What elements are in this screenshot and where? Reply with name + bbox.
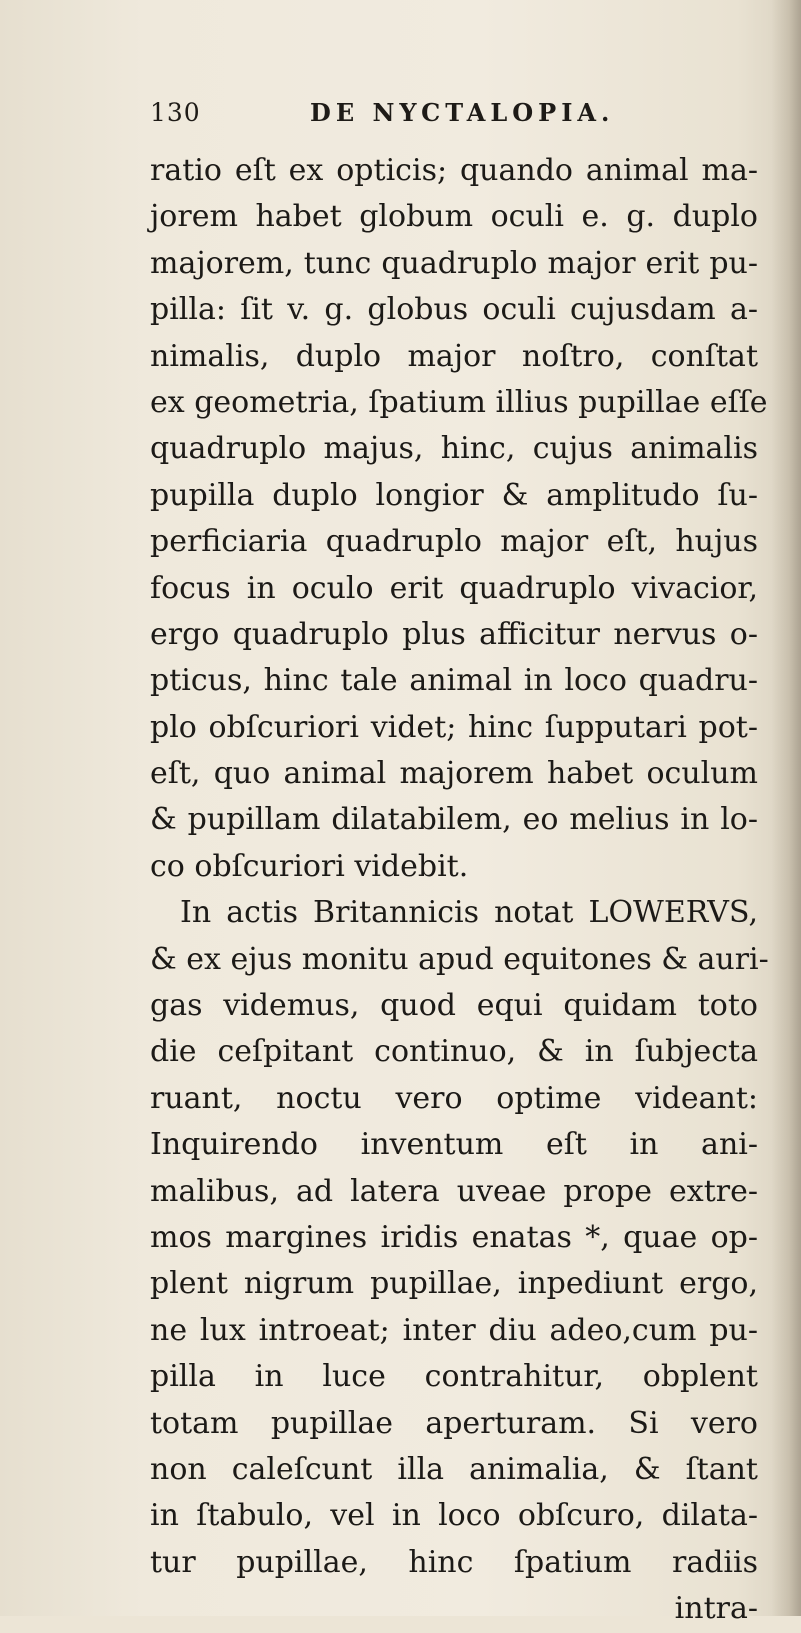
paragraph-start-line: In actis Britannicis notat LOWERVS, — [180, 895, 758, 931]
text-line: nimalis, duplo major noſtro, conſtat — [150, 338, 758, 374]
text-line: jorem habet globum oculi e. g. duplo — [150, 199, 758, 235]
text-line: gas videmus, quod equi quidam toto — [150, 988, 758, 1024]
page-header — [150, 98, 770, 138]
text-line: pilla: ſit v. g. globus oculi cujusdam a- — [150, 292, 758, 328]
text-line: mos margines iridis enatas *, quae op- — [150, 1219, 758, 1255]
text-line: pticus, hinc tale animal in loco quadru- — [150, 663, 758, 699]
text-line: ruant, noctu vero optime videant: — [150, 1080, 758, 1116]
text-line: ergo quadruplo plus afficitur nervus o- — [150, 616, 758, 652]
text-line: focus in oculo erit quadruplo vivacior, — [150, 570, 758, 606]
text-line: totam pupillae aperturam. Si vero — [150, 1405, 758, 1441]
text-line: Inquirendo inventum eſt in ani- — [150, 1127, 758, 1163]
text-line: & ex ejus monitu apud equitones & auri- — [150, 941, 769, 977]
text-line: ex geometria, ſpatium illius pupillae eſſe — [150, 384, 768, 420]
paragraph-end-line: co obſcuriori videbit. — [150, 848, 469, 884]
page-number: 130 — [150, 98, 201, 127]
text-line: & pupillam dilatabilem, eo melius in lo- — [150, 802, 758, 838]
text-line: quadruplo majus, hinc, cujus animalis — [150, 431, 758, 467]
text-line: pupilla duplo longior & amplitudo ſu- — [150, 477, 758, 513]
text-line: pilla in luce contrahitur, obplent — [150, 1359, 758, 1395]
body-text — [150, 148, 769, 1633]
text-line: ratio eſt ex opticis; quando animal ma- — [150, 153, 758, 188]
page-gutter-shadow — [771, 0, 801, 1616]
text-line: tur pupillae, hinc ſpatium radiis — [150, 1544, 758, 1580]
catchword: intra- — [674, 1591, 758, 1627]
text-line: malibus, ad latera uveae prope extre- — [150, 1173, 758, 1209]
text-line: non caleſcunt illa animalia, & ſtant — [150, 1451, 758, 1487]
text-line: perficiaria quadruplo major eſt, hujus — [150, 524, 758, 560]
text-line: plo obſcuriori videt; hinc ſupputari pot- — [150, 709, 758, 745]
text-line: in ſtabulo, vel in loco obſcuro, dilata- — [150, 1498, 758, 1534]
text-line: plent nigrum pupillae, inpediunt ergo, — [150, 1266, 758, 1302]
text-line: ne lux introeat; inter diu adeo,cum pu- — [150, 1312, 758, 1348]
text-line: die ceſpitant continuo, & in ſubjecta — [150, 1034, 758, 1070]
text-line: majorem, tunc quadruplo major erit pu- — [150, 245, 758, 281]
running-title: DE NYCTALOPIA. — [310, 98, 615, 127]
text-line: eſt, quo animal majorem habet oculum — [150, 756, 758, 792]
